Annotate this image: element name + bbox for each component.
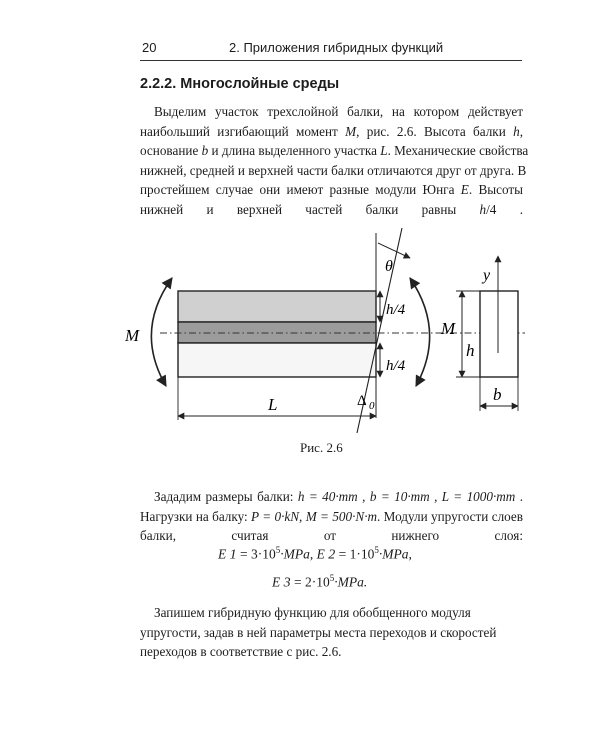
E1-subscript: 1 [229,547,237,563]
E2-symbol: E [316,546,325,562]
page-number: 20 [142,40,157,55]
paragraph-hybrid-function [140,603,523,662]
cross-section [480,291,518,377]
paragraph-line: Нагрузки на балку: P = 0·kN, M = 500·N·m. Модули упругости слоев [140,508,523,524]
paragraph-line: наибольший изгибающий момент M, рис. 2.6. Высота балки h, [140,123,523,139]
paragraph-intro [140,102,529,219]
paragraph-line: простейшем случае они имеют разные модули Юнга E. Высоты [140,182,523,197]
beam-bottom-layer [178,343,376,377]
paragraph-line: Выделим участок трехслойной балки, на котором действует [154,104,523,119]
length-value: L = 1000·mm [441,489,516,504]
label-h: h [466,341,475,360]
symbol-M: M [345,123,357,139]
label-y: y [483,267,491,284]
symbol-h: h [513,123,520,139]
paragraph-line: нижней, средней и верхней части балки отличаются друг от друга. В [140,162,527,178]
label-M-right: M [441,319,456,338]
paragraph-line: Запишем гибридную функцию для обобщенного модуля [154,605,471,620]
beam-diagram [120,228,540,438]
E1-symbol: E [218,546,227,562]
load-value: P = 0·kN [251,508,300,524]
header-rule [140,60,522,61]
beam-top-layer [178,291,376,322]
label-L: L [268,395,278,414]
label-M-left: M [125,326,140,345]
height-value: h = 40·mm [297,489,358,504]
label-h4-top: h/4 [386,302,406,318]
beam-middle-layer [178,322,376,343]
E3-symbol: E [272,574,281,590]
label-b: b [493,385,502,404]
E2-subscript: 2 [328,547,336,563]
formula-E3: E $3 = 2\cdot 10^5\cdot MPa$. [272,573,368,591]
running-title: 2. Приложения гибридных функций [229,40,444,55]
theta-arrow [378,243,410,258]
base-value: b = 10·mm [369,489,430,504]
label-theta: θ [385,258,393,275]
formula-E1-E2: E $1 = 3\cdot 10^5\cdot MPa$, E $2 = 1\cdot 10^5\cdot MPa$, [218,545,412,563]
paragraph-line: Зададим размеры балки: h = 40·mm , b = 10·mm , L = 1000·mm . [154,489,524,504]
paragraph-parameters [140,487,523,546]
paragraph-line: нижней и верхней частей балки равны h/4 . [140,201,523,217]
paragraph-line: балки, считая от нижнего слоя: [140,528,523,543]
symbol-h: h [479,201,487,217]
moment-value: M = 500·N·m [305,508,378,524]
symbol-b: b [201,143,209,158]
symbol-L: L [380,143,388,158]
label-h4-bottom: h/4 [386,358,406,374]
symbol-E: E [460,182,469,197]
moment-arrow-right [410,278,430,386]
label-delta: Δ [357,393,367,409]
paragraph-line: упругости, задав в ней параметры места переходов и скоростей [140,624,497,640]
E3-subscript: 3 [283,575,291,591]
figure-caption: Рис. 2.6 [300,440,343,455]
paragraph-line: основание b и длина выделенного участка L. Механические свойства [140,143,529,158]
paragraph-line: переходов в соответствие с рис. 2.6. [140,644,342,659]
label-delta-sub: 0 [369,400,375,412]
moment-arrow-left [151,278,172,386]
section-title: 2.2.2. Многослойные среды [140,76,340,92]
